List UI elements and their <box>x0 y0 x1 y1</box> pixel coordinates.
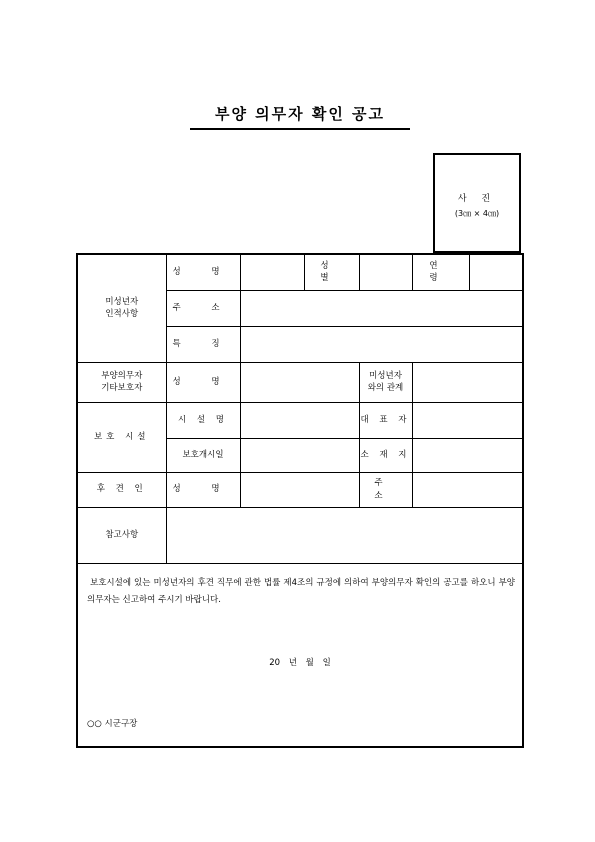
guardian-name-label: 성 명 <box>166 472 240 507</box>
minor-gender-label: 성 별 <box>304 254 359 290</box>
guardian-address-label: 주 소 <box>359 472 412 507</box>
facility-location-label: 소 재 지 <box>359 438 412 472</box>
notice-text: 보호시설에 있는 미성년자의 후견 직무에 관한 법률 제4조의 규정에 의하여 부양의무자 확인의 공고를 하오니 부양의무자는 신고하여 주시기 바랍니다. <box>87 577 515 605</box>
photo-box <box>433 153 521 253</box>
duty-relation-field[interactable] <box>412 362 523 402</box>
duty-name-field[interactable] <box>240 362 359 402</box>
minor-name-label: 성 명 <box>166 254 240 290</box>
minor-age-label: 연 령 <box>412 254 469 290</box>
facility-name-label: 시 설 명 <box>166 402 240 438</box>
section-duty-guardian: 부양의무자 기타보호자 <box>77 362 166 402</box>
minor-address-field[interactable] <box>240 290 523 326</box>
minor-age-field[interactable] <box>469 254 523 290</box>
guardian-address-field[interactable] <box>412 472 523 507</box>
facility-start-field[interactable] <box>240 438 359 472</box>
facility-rep-field[interactable] <box>412 402 523 438</box>
remarks-field[interactable] <box>166 507 523 563</box>
title-underline <box>190 128 410 130</box>
minor-feature-field[interactable] <box>240 326 523 362</box>
duty-name-label: 성 명 <box>166 362 240 402</box>
date-line: 20 년 월 일 <box>269 657 331 668</box>
notice-body <box>77 563 523 747</box>
duty-relation-label: 미성년자 와의 관계 <box>359 362 412 402</box>
section-facility: 보호 시설 <box>77 402 166 472</box>
section-remarks: 참고사항 <box>77 507 166 563</box>
notice-form-table <box>76 253 524 748</box>
minor-feature-label: 특 징 <box>166 326 240 362</box>
photo-label: 사 진 <box>457 194 497 204</box>
minor-name-field[interactable] <box>240 254 304 290</box>
document-title: 부양 의무자 확인 공고 <box>214 105 386 123</box>
facility-start-label: 보호개시일 <box>166 438 240 472</box>
guardian-name-field[interactable] <box>240 472 359 507</box>
facility-name-field[interactable] <box>240 402 359 438</box>
section-guardian: 후 견 인 <box>77 472 166 507</box>
minor-address-label: 주 소 <box>166 290 240 326</box>
section-minor-info: 미성년자 인적사항 <box>77 254 166 362</box>
facility-rep-label: 대 표 자 <box>359 402 412 438</box>
facility-location-field[interactable] <box>412 438 523 472</box>
minor-gender-field[interactable] <box>359 254 412 290</box>
signer: ○○ 시군구장 <box>87 718 138 729</box>
photo-size: (3㎝ × 4㎝) <box>454 209 500 218</box>
